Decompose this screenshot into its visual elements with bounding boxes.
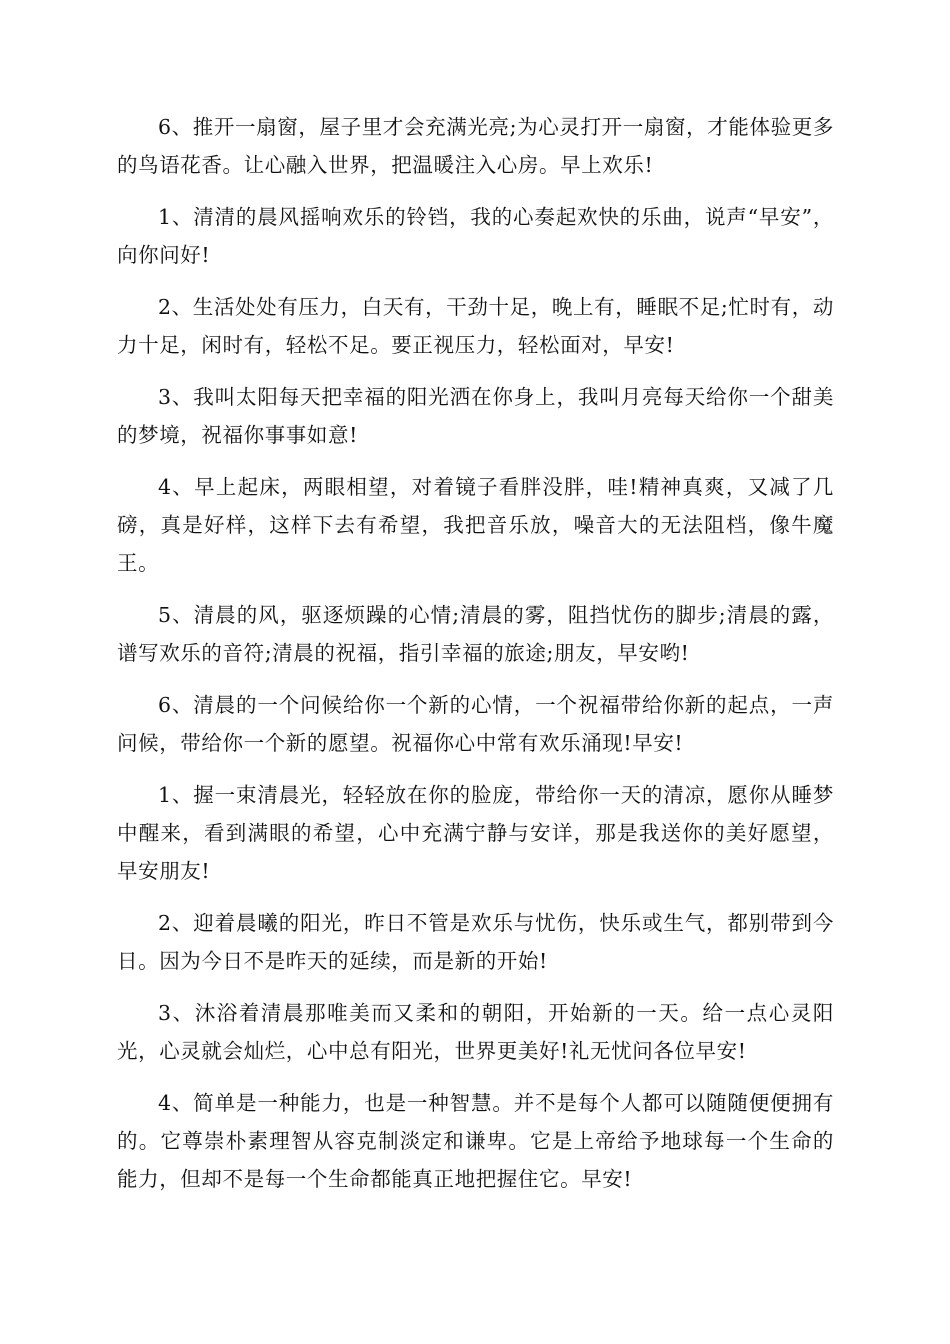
paragraph-3: 2、生活处处有压力，白天有，干劲十足，晚上有，睡眠不足;忙时有，动力十足，闲时有，轻松不足。要正视压力，轻松面对，早安! [117,295,834,357]
paragraph-7: 6、清晨的一个问候给你一个新的心情，一个祝福带给你新的起点，一声问候，带给你一个新的愿望。祝福你心中常有欢乐涌现!早安! [117,693,834,755]
paragraph-8: 1、握一束清晨光，轻轻放在你的脸庞，带给你一天的清凉，愿你从睡梦中醒来，看到满眼的希望，心中充满宁静与安详，那是我送你的美好愿望，早安朋友! [117,783,834,883]
paragraph-1: 6、推开一扇窗，屋子里才会充满光亮;为心灵打开一扇窗，才能体验更多的鸟语花香。让心融入世界，把温暖注入心房。早上欢乐! [117,115,834,177]
paragraph-5: 4、早上起床，两眼相望，对着镜子看胖没胖，哇!精神真爽，又减了几磅，真是好样，这样下去有希望，我把音乐放，噪音大的无法阻档，像牛魔王。 [117,475,834,575]
paragraph-11: 4、简单是一种能力，也是一种智慧。并不是每个人都可以随随便便拥有的。它尊崇朴素理智从容克制淡定和谦卑。它是上帝给予地球每一个生命的能力，但却不是每一个生命都能真正地把握住它。早安! [117,1091,834,1191]
document-body [117,108,834,1212]
paragraph-10: 3、沐浴着清晨那唯美而又柔和的朝阳，开始新的一天。给一点心灵阳光，心灵就会灿烂，心中总有阳光，世界更美好!礼无忧问各位早安! [117,1001,834,1063]
paragraph-2: 1、清清的晨风摇响欢乐的铃铛，我的心奏起欢快的乐曲，说声“早安”，向你问好! [117,205,834,267]
paragraph-6: 5、清晨的风，驱逐烦躁的心情;清晨的雾，阻挡忧伤的脚步;清晨的露，谱写欢乐的音符;清晨的祝福，指引幸福的旅途;朋友，早安哟! [117,603,834,665]
paragraph-4: 3、我叫太阳每天把幸福的阳光洒在你身上，我叫月亮每天给你一个甜美的梦境，祝福你事事如意! [117,385,834,447]
paragraph-9: 2、迎着晨曦的阳光，昨日不管是欢乐与忧伤，快乐或生气，都别带到今日。因为今日不是昨天的延续，而是新的开始! [117,911,834,973]
